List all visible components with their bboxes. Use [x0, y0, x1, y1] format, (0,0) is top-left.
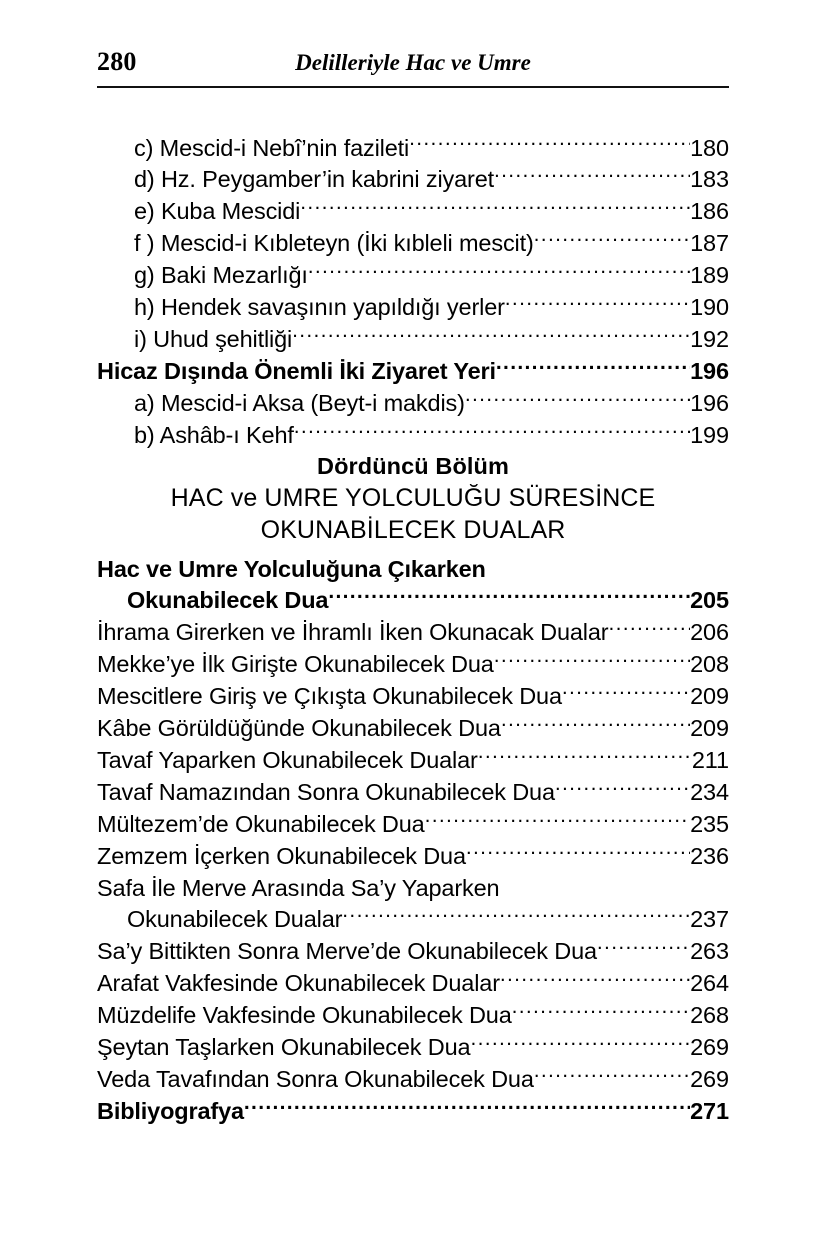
toc-entry-label: Arafat Vakfesinde Okunabilecek Dualar	[97, 970, 500, 997]
toc-entry-label: İhrama Girerken ve İhramlı İken Okunacak Dualar	[97, 619, 609, 646]
part-heading-block	[97, 450, 729, 546]
toc-entry-label: f ) Mescid-i Kıbleteyn (İki kıbleli mescit)	[134, 230, 534, 257]
toc-entry-label: b) Ashâb-ı Kehf	[134, 421, 294, 448]
toc-dot-leader	[597, 936, 690, 960]
page-folio-number: 280	[97, 47, 137, 76]
toc-entry-label: Safa İle Merve Arasında Sa’y Yaparken	[97, 874, 500, 901]
toc-dot-leader	[555, 776, 690, 800]
toc-entry[interactable]	[97, 1095, 729, 1127]
part-title-line-2: OKUNABİLECEK DUALAR	[260, 516, 566, 544]
toc-dot-leader	[494, 649, 690, 673]
toc-entry-page-number: 187	[690, 230, 729, 257]
toc-dot-leader	[465, 387, 690, 411]
running-header-title: Delilleriyle Hac ve Umre	[295, 50, 531, 75]
toc-entry-page-number: 234	[690, 778, 729, 805]
toc-entry[interactable]	[97, 681, 729, 713]
toc-entry[interactable]	[97, 776, 729, 808]
toc-dot-leader	[425, 808, 691, 832]
toc-entry-label: Okunabilecek Dua	[127, 587, 329, 614]
toc-dot-leader	[534, 228, 690, 252]
toc-dot-leader	[470, 1032, 690, 1056]
toc-entry-label: c) Mescid-i Nebî’nin fazileti	[134, 134, 410, 161]
toc-entry-label: Kâbe Görüldüğünde Okunabilecek Dua	[97, 715, 501, 742]
toc-dot-leader	[534, 1064, 690, 1088]
toc-dot-leader	[500, 968, 690, 992]
toc-entry-page-number: 271	[690, 1097, 729, 1124]
toc-entry-page-number: 199	[690, 421, 729, 448]
toc-entry[interactable]	[97, 132, 729, 164]
toc-entry[interactable]	[97, 1000, 729, 1032]
toc-entry-label: Okunabilecek Dualar	[127, 906, 343, 933]
toc-entry-page-number: 264	[690, 970, 729, 997]
toc-entry-label: h) Hendek savaşının yapıldığı yerler	[134, 294, 505, 321]
toc-entry[interactable]	[97, 904, 729, 936]
toc-entry-label: Mültezem’de Okunabilecek Dua	[97, 810, 425, 837]
toc-entry-label: Mekke’ye İlk Girişte Okunabilecek Dua	[97, 651, 494, 678]
toc-dot-leader	[409, 132, 690, 156]
toc-dot-leader	[501, 713, 690, 737]
toc-entry-page-number: 205	[690, 587, 729, 614]
toc-dot-leader	[486, 553, 729, 577]
part-title-line-1: HAC ve UMRE YOLCULUĞU SÜRESİNCE	[170, 484, 656, 512]
toc-entry[interactable]	[97, 292, 729, 324]
toc-entry[interactable]	[97, 553, 729, 585]
toc-dot-leader	[300, 196, 690, 220]
toc-entry[interactable]	[97, 164, 729, 196]
toc-dot-leader	[328, 585, 690, 609]
part-label: Dördüncü Bölüm	[317, 453, 509, 479]
toc-entry[interactable]	[97, 387, 729, 419]
toc-entry-page-number: 263	[690, 938, 729, 965]
toc-dot-leader	[499, 872, 729, 896]
toc-dot-leader	[294, 419, 690, 443]
toc-entry[interactable]	[97, 808, 729, 840]
toc-entry[interactable]	[97, 1032, 729, 1064]
toc-entry-label: Veda Tavafından Sonra Okunabilecek Dua	[97, 1066, 534, 1092]
toc-entry[interactable]	[97, 585, 729, 617]
toc-entry-page-number: 236	[690, 842, 729, 869]
toc-dot-leader	[478, 744, 692, 768]
toc-entry-label: Hicaz Dışında Önemli İki Ziyaret Yeri	[97, 357, 496, 384]
toc-entry[interactable]	[97, 649, 729, 681]
toc-entry-page-number: 268	[690, 1002, 729, 1029]
toc-dot-leader	[494, 164, 690, 188]
toc-entry[interactable]	[97, 968, 729, 1000]
toc-entry-page-number: 190	[690, 294, 729, 321]
toc-entry[interactable]	[97, 713, 729, 745]
toc-dot-leader	[308, 260, 690, 284]
toc-entry-label: i) Uhud şehitliği	[134, 325, 293, 352]
toc-entry-page-number: 235	[690, 810, 729, 837]
toc-dot-leader	[342, 904, 690, 928]
toc-entry-page-number: 189	[690, 262, 729, 289]
toc-entry-page-number: 209	[690, 683, 729, 710]
toc-entry-page-number: 192	[690, 325, 729, 352]
toc-entry[interactable]	[97, 228, 729, 260]
toc-entry-page-number: 209	[690, 715, 729, 742]
toc-section-one	[97, 132, 729, 451]
toc-entry-label: Tavaf Namazından Sonra Okunabilecek Dua	[97, 778, 555, 805]
toc-entry-label: d) Hz. Peygamber’in kabrini ziyaret	[134, 166, 495, 193]
toc-entry[interactable]	[97, 196, 729, 228]
toc-entry-label: Hac ve Umre Yolculuğuna Çıkarken	[97, 555, 486, 582]
toc-dot-leader	[466, 840, 690, 864]
toc-entry[interactable]	[97, 617, 729, 649]
toc-entry-label: g) Baki Mezarlığı	[134, 262, 308, 289]
toc-entry-page-number: 180	[690, 134, 729, 161]
toc-entry-label: Şeytan Taşlarken Okunabilecek Dua	[97, 1034, 471, 1061]
toc-entry-label: Bibliyografya	[97, 1097, 244, 1124]
toc-entry-page-number: 269	[690, 1066, 729, 1092]
toc-entry[interactable]	[97, 840, 729, 872]
toc-entry[interactable]	[97, 355, 729, 387]
toc-entry-label: Zemzem İçerken Okunabilecek Dua	[97, 842, 466, 869]
toc-entry[interactable]	[97, 323, 729, 355]
toc-entry-label: e) Kuba Mescidi	[134, 198, 301, 225]
toc-entry-page-number: 186	[690, 198, 729, 225]
toc-dot-leader	[244, 1095, 690, 1119]
toc-dot-leader	[562, 681, 690, 705]
toc-entry-page-number: 211	[691, 746, 729, 773]
toc-entry-page-number: 237	[690, 906, 729, 933]
toc-entry-label: a) Mescid-i Aksa (Beyt-i makdis)	[134, 389, 465, 416]
toc-dot-leader	[505, 292, 690, 316]
header-divider-rule	[97, 86, 729, 88]
toc-entry[interactable]	[97, 260, 729, 292]
toc-entry[interactable]	[97, 419, 729, 451]
toc-entry-page-number: 208	[690, 651, 729, 678]
toc-section-two	[97, 553, 729, 1127]
toc-dot-leader	[496, 355, 690, 379]
toc-entry[interactable]	[97, 872, 729, 904]
running-header	[97, 46, 729, 80]
toc-entry-label: Mescitlere Giriş ve Çıkışta Okunabilecek Dua	[97, 683, 562, 710]
toc-entry[interactable]	[97, 1064, 729, 1096]
toc-entry[interactable]	[97, 936, 729, 968]
toc-entry-label: Tavaf Yaparken Okunabilecek Dualar	[97, 746, 478, 773]
toc-entry-label: Sa’y Bittikten Sonra Merve’de Okunabilecek Dua	[97, 938, 597, 965]
toc-entry-page-number: 196	[690, 357, 729, 384]
toc-entry-page-number: 183	[690, 166, 729, 193]
toc-dot-leader	[292, 323, 690, 347]
toc-entry-label: Müzdelife Vakfesinde Okunabilecek Dua	[97, 1002, 512, 1029]
toc-entry-page-number: 196	[690, 389, 729, 416]
toc-entry[interactable]	[97, 744, 729, 776]
toc-dot-leader	[608, 617, 690, 641]
toc-entry-page-number: 206	[690, 619, 729, 646]
toc-entry-page-number: 269	[690, 1034, 729, 1061]
toc-dot-leader	[512, 1000, 690, 1024]
